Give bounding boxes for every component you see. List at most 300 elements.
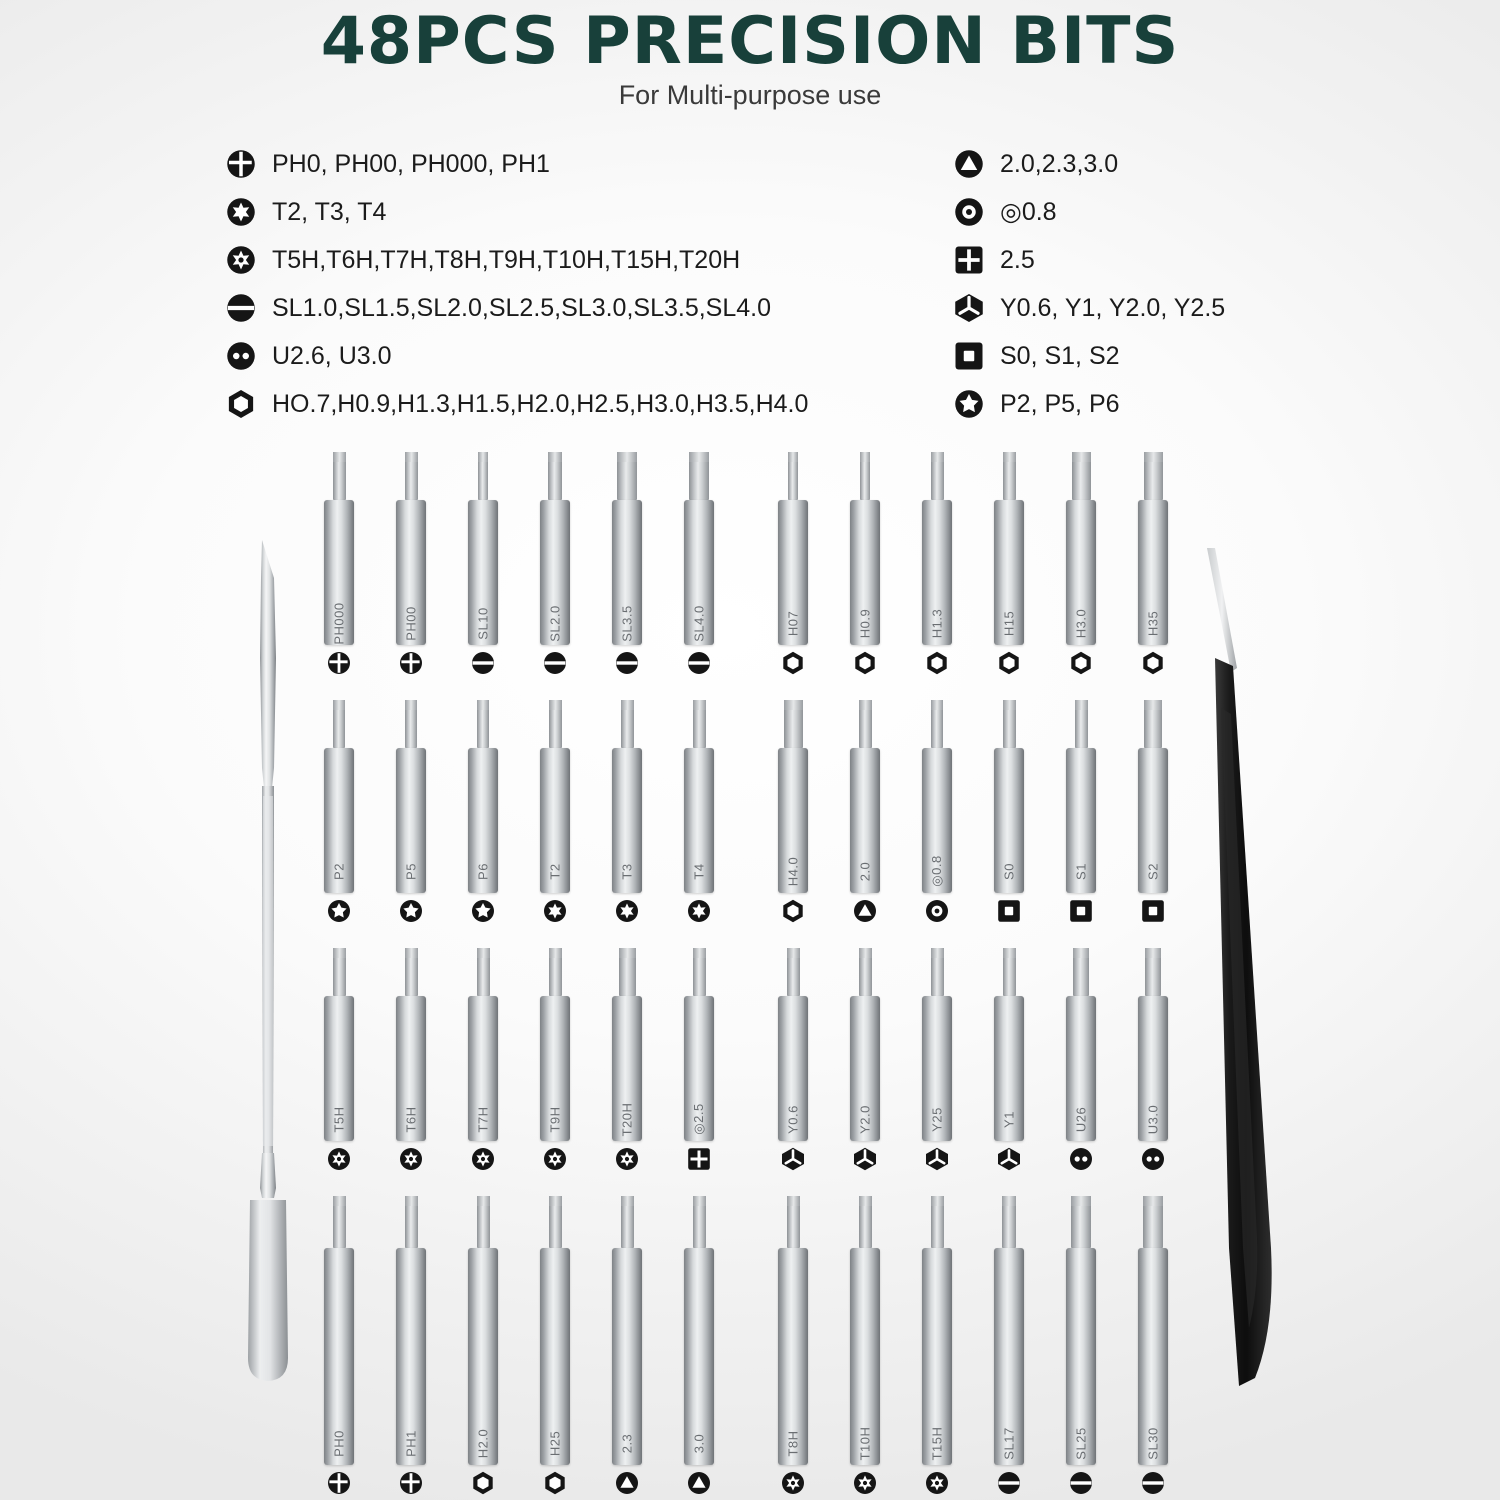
bit-U26 (1064, 948, 1098, 1141)
bit-tip (1073, 948, 1089, 996)
bit-label: H0.9 (857, 608, 873, 639)
bit-tip (1003, 452, 1016, 500)
bit-label: H07 (785, 610, 801, 637)
bit-tip (1075, 700, 1088, 748)
y-tri-wing-icon (852, 1146, 878, 1172)
bit-label: 2.3 (619, 1433, 635, 1454)
bit-shank (1066, 748, 1096, 893)
bit-SL3.5 (610, 452, 644, 645)
bit-H07 (776, 452, 810, 645)
y-tri-wing-icon (996, 1146, 1022, 1172)
bit-label: SL3.5 (619, 605, 635, 642)
bit-label: H25 (547, 1430, 563, 1457)
bit-T2 (538, 700, 572, 893)
bit-tip-face (787, 1196, 800, 1206)
bit-H3.0 (1064, 452, 1098, 645)
bit-tip-face (477, 948, 490, 958)
bit-P6 (466, 700, 500, 893)
bit-shank (1138, 1248, 1168, 1465)
bit-shank (612, 500, 642, 645)
bit-tip-face (619, 948, 636, 958)
triangle-icon (614, 1470, 640, 1496)
bit-tip-face (1003, 700, 1016, 710)
bit-tip-face (788, 452, 798, 462)
bit-shank (684, 1248, 714, 1465)
bit-Y1 (992, 948, 1026, 1141)
precision-tweezers (1185, 548, 1295, 1393)
bit-tip-face (548, 452, 562, 462)
bit-H35 (1136, 452, 1170, 645)
y-tri-wing-icon (924, 1146, 950, 1172)
bit-tip (859, 1196, 872, 1248)
bit-label: H15 (1001, 610, 1017, 637)
bit-tip (931, 700, 943, 748)
slotted-icon (224, 291, 258, 325)
spec-row (952, 188, 1372, 236)
bit-tip (1003, 700, 1016, 748)
spec-list-right (952, 140, 1372, 428)
bit-shank (778, 748, 808, 893)
torx-security-icon (852, 1470, 878, 1496)
phillips-icon (398, 1470, 424, 1496)
spec-row (952, 284, 1372, 332)
bit-tip-face (549, 700, 562, 710)
u-shape-icon (1140, 1146, 1166, 1172)
bit-tip (477, 700, 489, 748)
bit-tip-face (693, 1196, 706, 1206)
hex-icon (852, 650, 878, 676)
bit-shank (1138, 748, 1168, 893)
bit-tip-face (478, 452, 488, 462)
bit-label: T10H (857, 1426, 873, 1461)
bit-tip-face (1003, 452, 1016, 462)
bit-shank (468, 996, 498, 1141)
torx-security-icon (614, 1146, 640, 1172)
bit-tip (931, 948, 944, 996)
bit-shank (540, 500, 570, 645)
bit-T10H (848, 1196, 882, 1465)
bit-tip-face (549, 948, 562, 958)
spec-row (224, 188, 924, 236)
bit-tip-face (693, 700, 706, 710)
bit-label: Y2.0 (857, 1105, 873, 1134)
bit-Y25 (920, 948, 954, 1141)
bit-tip (549, 700, 562, 748)
bit-label: T2 (547, 863, 563, 880)
bit-shank (922, 996, 952, 1141)
bit-tip-face (859, 700, 872, 710)
slotted-icon (1068, 1470, 1094, 1496)
bit-P2 (322, 700, 356, 893)
u-shape-icon (224, 339, 258, 373)
bit-label: SL30 (1145, 1427, 1161, 1460)
hex-icon (542, 1470, 568, 1496)
bit-shank (922, 748, 952, 893)
bit-T3 (610, 700, 644, 893)
bit-tip-face (333, 700, 345, 710)
hex-icon (924, 650, 950, 676)
cross-square-icon (952, 243, 986, 277)
torx-icon (686, 898, 712, 924)
bit-tip-face (1075, 700, 1088, 710)
bit-S1 (1064, 700, 1098, 893)
spec-label: T2, T3, T4 (272, 197, 387, 226)
bit-label: ◎0.8 (929, 855, 944, 887)
bit-tip-face (860, 452, 870, 462)
bit-T4 (682, 700, 716, 893)
page-subtitle: For Multi-purpose use (618, 80, 882, 110)
pentalobe-icon (470, 898, 496, 924)
bit-tip (693, 700, 706, 748)
torx-icon (542, 898, 568, 924)
hex-icon (780, 650, 806, 676)
bit-tip-face (333, 452, 346, 462)
hex-icon (1068, 650, 1094, 676)
bit-shank (778, 500, 808, 645)
bit-shank (612, 996, 642, 1141)
bit-label: T20H (619, 1102, 635, 1137)
torx-security-icon (326, 1146, 352, 1172)
bit-shank (994, 500, 1024, 645)
bit-label: H2.0 (475, 1428, 491, 1459)
bit-shank (324, 748, 354, 893)
pentalobe-icon (952, 387, 986, 421)
phillips-icon (398, 650, 424, 676)
bit-shank (324, 500, 354, 645)
torx-security-icon (924, 1470, 950, 1496)
bit-label: T9H (547, 1106, 563, 1133)
bit-S2 (1136, 700, 1170, 893)
bit-shank (778, 1248, 808, 1465)
bit-shank (396, 500, 426, 645)
bit-label: S0 (1001, 863, 1017, 880)
bit-tip-face (621, 1196, 634, 1206)
bit-label: S2 (1145, 863, 1161, 880)
bit-tip (1144, 452, 1163, 500)
bit-tip (693, 948, 706, 996)
bit-label: PH00 (403, 606, 419, 641)
torx-security-icon (398, 1146, 424, 1172)
bit-T15H (920, 1196, 954, 1465)
bit-tip-face (1145, 948, 1161, 958)
bit-2.3 (610, 1196, 644, 1465)
bit-shank (850, 748, 880, 893)
spec-label: U2.6, U3.0 (272, 341, 392, 370)
bit-tip-face (333, 948, 346, 958)
slotted-icon (614, 650, 640, 676)
bit-shank (468, 500, 498, 645)
bit-H2.0 (466, 1196, 500, 1465)
bit-shank (1066, 500, 1096, 645)
bit-tip (405, 948, 418, 996)
bit-tip-face (1072, 452, 1091, 462)
bit-shank (468, 748, 498, 893)
bit-tip (478, 452, 488, 500)
slotted-icon (542, 650, 568, 676)
bit-label: T5H (331, 1106, 347, 1133)
bit-label: T15H (929, 1426, 945, 1461)
square-icon (952, 339, 986, 373)
spec-row (224, 140, 924, 188)
dot-circle-icon (952, 195, 986, 229)
bit-tip-face (477, 700, 489, 710)
bit-shank (396, 1248, 426, 1465)
bit-shank (994, 1248, 1024, 1465)
bit-tip-face (549, 1196, 562, 1206)
spec-row (224, 284, 924, 332)
bit-shank (1066, 1248, 1096, 1465)
bit-tip-face (405, 948, 418, 958)
bit-label: Y0.6 (785, 1105, 801, 1134)
phillips-icon (326, 1470, 352, 1496)
bit-shank (684, 996, 714, 1141)
bit-tip-face (1071, 1196, 1091, 1206)
bit-tip-face (859, 948, 872, 958)
bit-tip (1003, 948, 1016, 996)
cross-square-icon (686, 1146, 712, 1172)
bit-shank (324, 1248, 354, 1465)
torx-security-icon (780, 1470, 806, 1496)
pentalobe-icon (398, 898, 424, 924)
bit-T5H (322, 948, 356, 1141)
bit-tip (859, 700, 872, 748)
bit-2.0 (848, 700, 882, 893)
bit-tip (619, 948, 636, 996)
bit-shank (922, 500, 952, 645)
page-title: 48PCS PRECISION BITS (320, 4, 1180, 79)
spec-label: Y0.6, Y1, Y2.0, Y2.5 (1000, 293, 1226, 322)
bit-label: P2 (331, 863, 347, 880)
bit-label: Y25 (929, 1107, 945, 1132)
hex-icon (1140, 650, 1166, 676)
bit-H0.9 (848, 452, 882, 645)
bit-label: 2.0 (857, 861, 873, 882)
bit-2.5 (682, 948, 716, 1141)
bit-label: Y1 (1001, 1111, 1017, 1128)
bit-label: S1 (1073, 863, 1089, 880)
bit-tip-face (405, 1196, 418, 1206)
bit-tip (787, 1196, 800, 1248)
metal-pry-spudger (228, 538, 308, 1383)
hex-icon (996, 650, 1022, 676)
bit-tip-face (405, 700, 417, 710)
bit-label: P6 (475, 863, 491, 880)
bit-shank (1138, 500, 1168, 645)
spec-row (952, 140, 1372, 188)
triangle-icon (952, 147, 986, 181)
bit-SL30 (1136, 1196, 1170, 1465)
bit-tip-face (333, 1196, 346, 1206)
bit-label: T4 (691, 863, 707, 880)
spec-row (952, 380, 1372, 428)
bit-shank (540, 996, 570, 1141)
bit-tip (787, 948, 800, 996)
bit-label: H1.3 (929, 608, 945, 639)
bit-T20H (610, 948, 644, 1141)
bit-T9H (538, 948, 572, 1141)
bit-tip (689, 452, 709, 500)
bit-label: H3.0 (1073, 608, 1089, 639)
triangle-icon (852, 898, 878, 924)
bit-label: H35 (1145, 610, 1161, 637)
bit-tip (333, 948, 346, 996)
bit-label: SL4.0 (691, 605, 707, 642)
torx-icon (224, 195, 258, 229)
bit-label: U26 (1073, 1106, 1089, 1133)
torx-icon (614, 898, 640, 924)
bit-tip-face (1073, 948, 1089, 958)
bit-shank (684, 500, 714, 645)
pentalobe-icon (326, 898, 352, 924)
bit-SL10 (466, 452, 500, 645)
bit-tip-face (787, 948, 800, 958)
slotted-icon (996, 1470, 1022, 1496)
bit-tip-face (689, 452, 709, 462)
bit-label: SL10 (475, 607, 491, 640)
bit-shank (922, 1248, 952, 1465)
bit-H1.3 (920, 452, 954, 645)
bit-tip (1143, 1196, 1163, 1248)
bit-T6H (394, 948, 428, 1141)
bit-tip (617, 452, 637, 500)
bit-label: PH1 (403, 1430, 419, 1457)
bit-tip-face (477, 1196, 490, 1206)
slotted-icon (686, 650, 712, 676)
bit-shank (1138, 996, 1168, 1141)
bit-tip (549, 1196, 562, 1248)
bit-PH00 (394, 452, 428, 645)
spec-label: S0, S1, S2 (1000, 341, 1120, 370)
phillips-icon (224, 147, 258, 181)
bit-T7H (466, 948, 500, 1141)
square-icon (1140, 898, 1166, 924)
bit-tip-face (931, 1196, 944, 1206)
dot-circle-icon (924, 898, 950, 924)
bit-tip (549, 948, 562, 996)
bit-H15 (992, 452, 1026, 645)
bit-tip-face (693, 948, 706, 958)
bit-label: ◎2.5 (691, 1103, 706, 1135)
slotted-icon (1140, 1470, 1166, 1496)
bit-SL25 (1064, 1196, 1098, 1465)
bit-tip-face (784, 700, 803, 710)
spec-label: HO.7,H0.9,H1.3,H1.5,H2.0,H2.5,H3.0,H3.5,H4.0 (272, 389, 809, 418)
bit-label: SL17 (1001, 1427, 1017, 1460)
square-icon (1068, 898, 1094, 924)
bit-tip (405, 700, 417, 748)
bit-tip (621, 700, 634, 748)
y-tri-wing-icon (952, 291, 986, 325)
spec-label: SL1.0,SL1.5,SL2.0,SL2.5,SL3.0,SL3.5,SL4.0 (272, 293, 771, 322)
spec-label: 2.5 (1000, 245, 1035, 274)
bit-tip (477, 948, 490, 996)
bit-label: 3.0 (691, 1433, 707, 1454)
bit-SL4.0 (682, 452, 716, 645)
bit-tip (333, 452, 346, 500)
bit-tip (1145, 948, 1161, 996)
y-tri-wing-icon (780, 1146, 806, 1172)
bit-tip (333, 700, 345, 748)
bit-shank (850, 1248, 880, 1465)
bit-shank (396, 996, 426, 1141)
spec-label: ◎0.8 (1000, 198, 1057, 226)
bit-tip (548, 452, 562, 500)
bit-PH1 (394, 1196, 428, 1465)
bit-tip (1144, 700, 1162, 748)
phillips-icon (326, 650, 352, 676)
bit-tip-face (1003, 948, 1016, 958)
spec-list-left (224, 140, 924, 428)
torx-security-icon (542, 1146, 568, 1172)
bit-tip-face (931, 948, 944, 958)
bit-tip-face (621, 700, 634, 710)
bit-label: PH0 (331, 1430, 347, 1457)
bit-tip-face (859, 1196, 872, 1206)
spec-row (952, 236, 1372, 284)
spec-label: PH0, PH00, PH000, PH1 (272, 149, 550, 178)
spec-label: P2, P5, P6 (1000, 389, 1120, 418)
bit-label: H4.0 (785, 856, 801, 887)
spec-row (952, 332, 1372, 380)
bit-shank (850, 500, 880, 645)
bit-tip-face (931, 700, 943, 710)
bit-tip-face (405, 452, 418, 462)
bit-shank (468, 1248, 498, 1465)
hex-icon (224, 387, 258, 421)
spec-label: T5H,T6H,T7H,T8H,T9H,T10H,T15H,T20H (272, 245, 741, 274)
bit-H4.0 (776, 700, 810, 893)
bit-shank (778, 996, 808, 1141)
bit-T8H (776, 1196, 810, 1465)
slotted-icon (470, 650, 496, 676)
bit-tip-face (1144, 700, 1162, 710)
bit-label: T6H (403, 1106, 419, 1133)
hex-icon (780, 898, 806, 924)
bit-shank (540, 1248, 570, 1465)
bit-tip (1072, 452, 1091, 500)
bit-shank (324, 996, 354, 1141)
bit-tip (405, 452, 418, 500)
bit-Y0.6 (776, 948, 810, 1141)
spec-row (224, 332, 924, 380)
bit-tip-face (1002, 1196, 1016, 1206)
torx-security-icon (470, 1146, 496, 1172)
bit-shank (850, 996, 880, 1141)
bit-tip (931, 1196, 944, 1248)
bit-tip (405, 1196, 418, 1248)
bit-tip (784, 700, 803, 748)
bit-tip (788, 452, 798, 500)
triangle-icon (686, 1470, 712, 1496)
bit-P5 (394, 700, 428, 893)
bit-H25 (538, 1196, 572, 1465)
bit-tip-face (1144, 452, 1163, 462)
torx-security-icon (224, 243, 258, 277)
bit-label: SL25 (1073, 1427, 1089, 1460)
bit-shank (396, 748, 426, 893)
bit-tip (1002, 1196, 1016, 1248)
bit-tip (477, 1196, 490, 1248)
square-icon (996, 898, 1022, 924)
bit-S0 (992, 700, 1026, 893)
bit-shank (1066, 996, 1096, 1141)
bit-tip (333, 1196, 346, 1248)
bit-SL17 (992, 1196, 1026, 1465)
bit-tip (621, 1196, 634, 1248)
bit-label: PH000 (331, 602, 347, 645)
bit-PH000 (322, 452, 356, 645)
bit-label: T3 (619, 863, 635, 880)
